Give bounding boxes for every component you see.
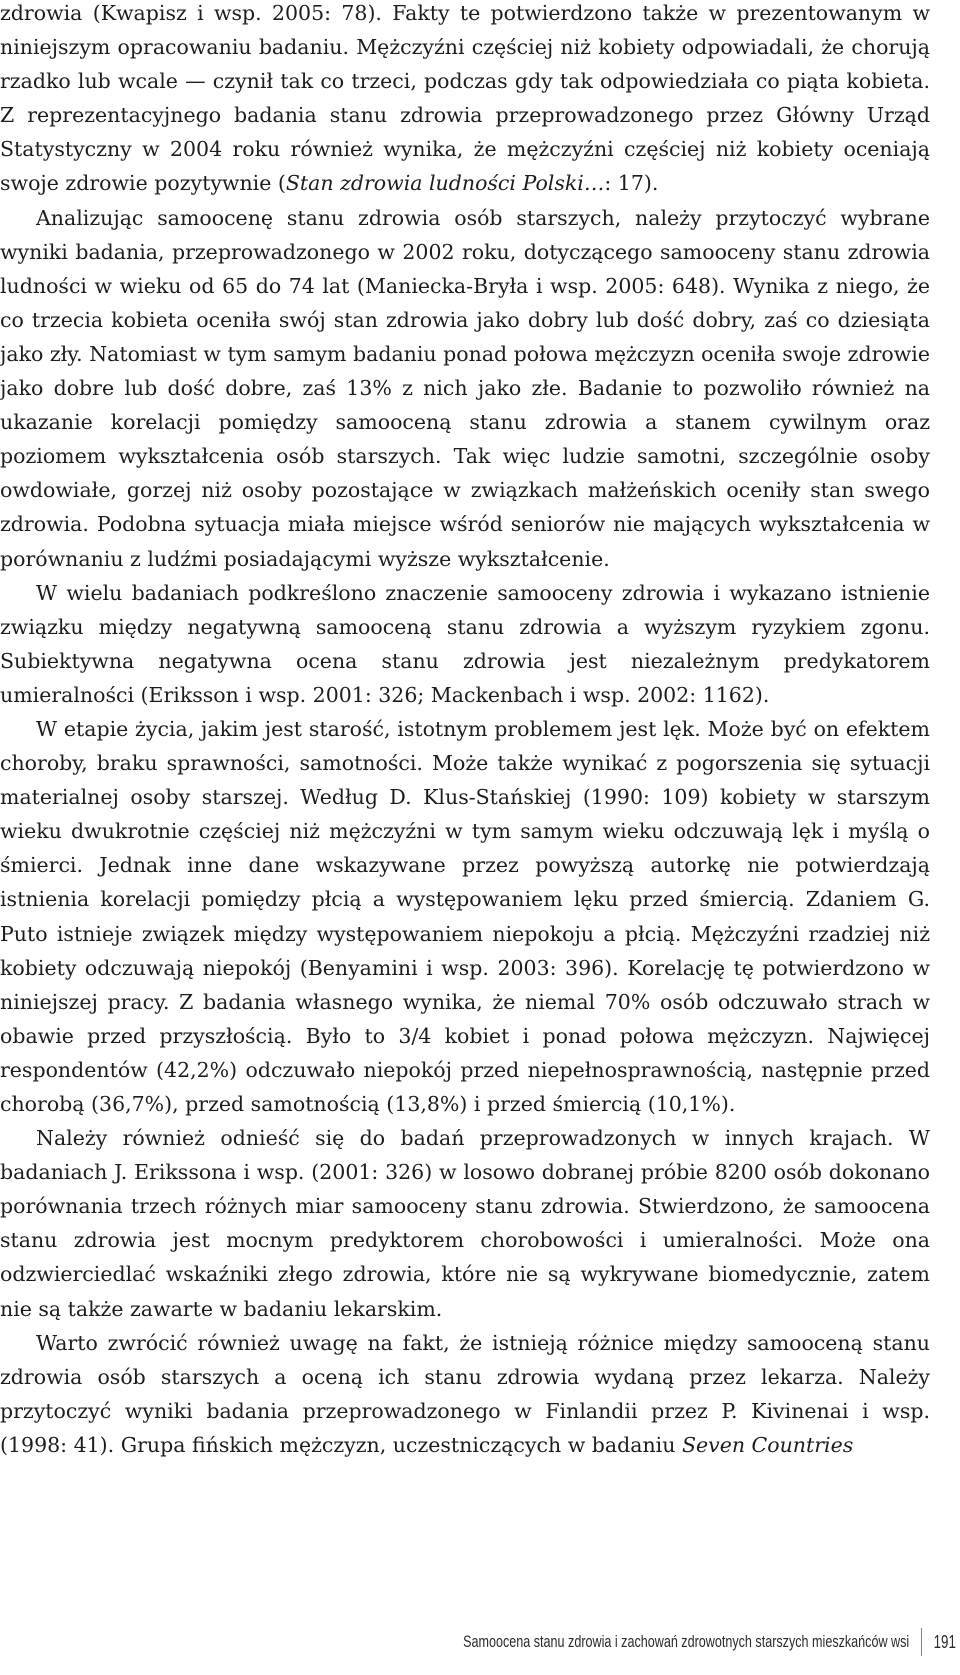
page-footer: [463, 1628, 956, 1656]
paragraph-4: W etapie życia, jakim jest starość, istotnym problemem jest lęk. Może być on efektem choroby, braku sprawności, samotności. Może także wynikać z pogorszenia się sytuacji materialnej osoby starszej. Według D. Klus-Stańskiej (1990: 109) kobiety w starszym wieku dwukrotnie częściej niż mężczyźni w tym samym wieku odczuwają lęk i myślą o śmierci. Jednak inne dane wskazywane przez powyższą autorkę nie potwierdzają istnienia korelacji pomiędzy płcią a występowaniem lęku przed śmiercią. Zdaniem G. Puto istnieje związek między występowaniem niepokoju a płcią. Mężczyźni rzadziej niż kobiety odczuwają niepokój (Benyamini i wsp. 2003: 396). Korelację tę potwierdzono w niniejszej pracy. Z badania własnego wynika, że niemal 70% osób odczuwało strach w obawie przed przyszłością. Było to 3/4 kobiet i ponad połowa mężczyzn. Najwięcej respondentów (42,2%) odczuwało niepokój przed niepełnosprawnością, następnie przed chorobą (36,7%), przed samotnością (13,8%) i przed śmiercią (10,1%).: [0, 716, 930, 1116]
paragraph-6-italic-title: Seven Countries: [681, 1432, 854, 1457]
paragraph-3: W wielu badaniach podkreślono znaczenie samooceny zdrowia i wykazano istnienie związku między negatywną samooceną stanu zdrowia a wyższym ryzykiem zgonu. Subiektywna negatywna ocena stanu zdrowia jest niezależnym predykatorem umieralności (Eriksson i wsp. 2001: 326; Mackenbach i wsp. 2002: 1162).: [0, 580, 930, 707]
running-title: Samoocena stanu zdrowia i zachowań zdrowotnych starszych mieszkańców wsi: [463, 1632, 910, 1651]
paragraph-6-text: Warto zwrócić również uwagę na fakt, że istnieją różnice między samooceną stanu zdrowia osób starszych a oceną ich stanu zdrowia wydaną przez lekarza. Należy przytoczyć wyniki badania przeprowadzonego w Finlandii przez P. Kivinenai i wsp. (1998: 41). Grupa fińskich mężczyzn, uczestniczących w badaniu: [0, 1330, 930, 1457]
paragraph-1: [0, 0, 930, 201]
paragraph-1-text: zdrowia (Kwapisz i wsp. 2005: 78). Fakty te potwierdzono także w prezentowanym w niniejszym opracowaniu badaniu. Mężczyźni częściej niż kobiety odpowiadali, że chorują rzadko lub wcale — czynił tak co trzeci, podczas gdy tak odpowiedziała co piąta kobieta. Z reprezentacyjnego badania stanu zdrowia przeprowadzonego przez Główny Urząd Statystyczny w 2004 roku również wynika, że mężczyźni częściej niż kobiety oceniają swoje zdrowie pozytywnie (: [0, 1, 930, 196]
footer-divider: [921, 1628, 922, 1656]
paragraph-1-tail: : 17).: [604, 171, 659, 196]
paragraph-1-italic-title: Stan zdrowia ludności Polski…: [285, 171, 605, 196]
paragraph-2: Analizując samoocenę stanu zdrowia osób starszych, należy przytoczyć wybrane wyniki badania, przeprowadzonego w 2002 roku, dotyczącego samooceny stanu zdrowia ludności w wieku od 65 do 74 lat (Maniecka-Bryła i wsp. 2005: 648). Wynika z niego, że co trzecia kobieta oceniła swój stan zdrowia jako dobry lub dość dobry, zaś co dziesiąta jako zły. Natomiast w tym samym badaniu ponad połowa mężczyzn oceniła swoje zdrowie jako dobre lub dość dobre, zaś 13% z nich jako złe. Badanie to pozwoliło również na ukazanie korelacji pomiędzy samooceną stanu zdrowia a stanem cywilnym oraz poziomem wykształcenia osób starszych. Tak więc ludzie samotni, szczególnie osoby owdowiałe, gorzej niż osoby pozostające w związkach małżeńskich oceniły stan swego zdrowia. Podobna sytuacja miała miejsce wśród seniorów nie mających wykształcenia w porównaniu z ludźmi posiadającymi wyższe wykształcenie.: [0, 205, 930, 571]
paragraph-5: Należy również odnieść się do badań przeprowadzonych w innych krajach. W badaniach J. Erikssona i wsp. (2001: 326) w losowo dobranej próbie 8200 osób dokonano porównania trzech różnych miar samooceny stanu zdrowia. Stwierdzono, że samoocena stanu zdrowia jest mocnym predyktorem chorobowości i umieralności. Może ona odzwierciedlać wskaźniki złego zdrowia, które nie są wykrywane biomedycznie, zatem nie są także zawarte w badaniu lekarskim.: [0, 1126, 930, 1321]
paragraph-6: [0, 1326, 930, 1462]
page-number: 191: [933, 1631, 956, 1652]
